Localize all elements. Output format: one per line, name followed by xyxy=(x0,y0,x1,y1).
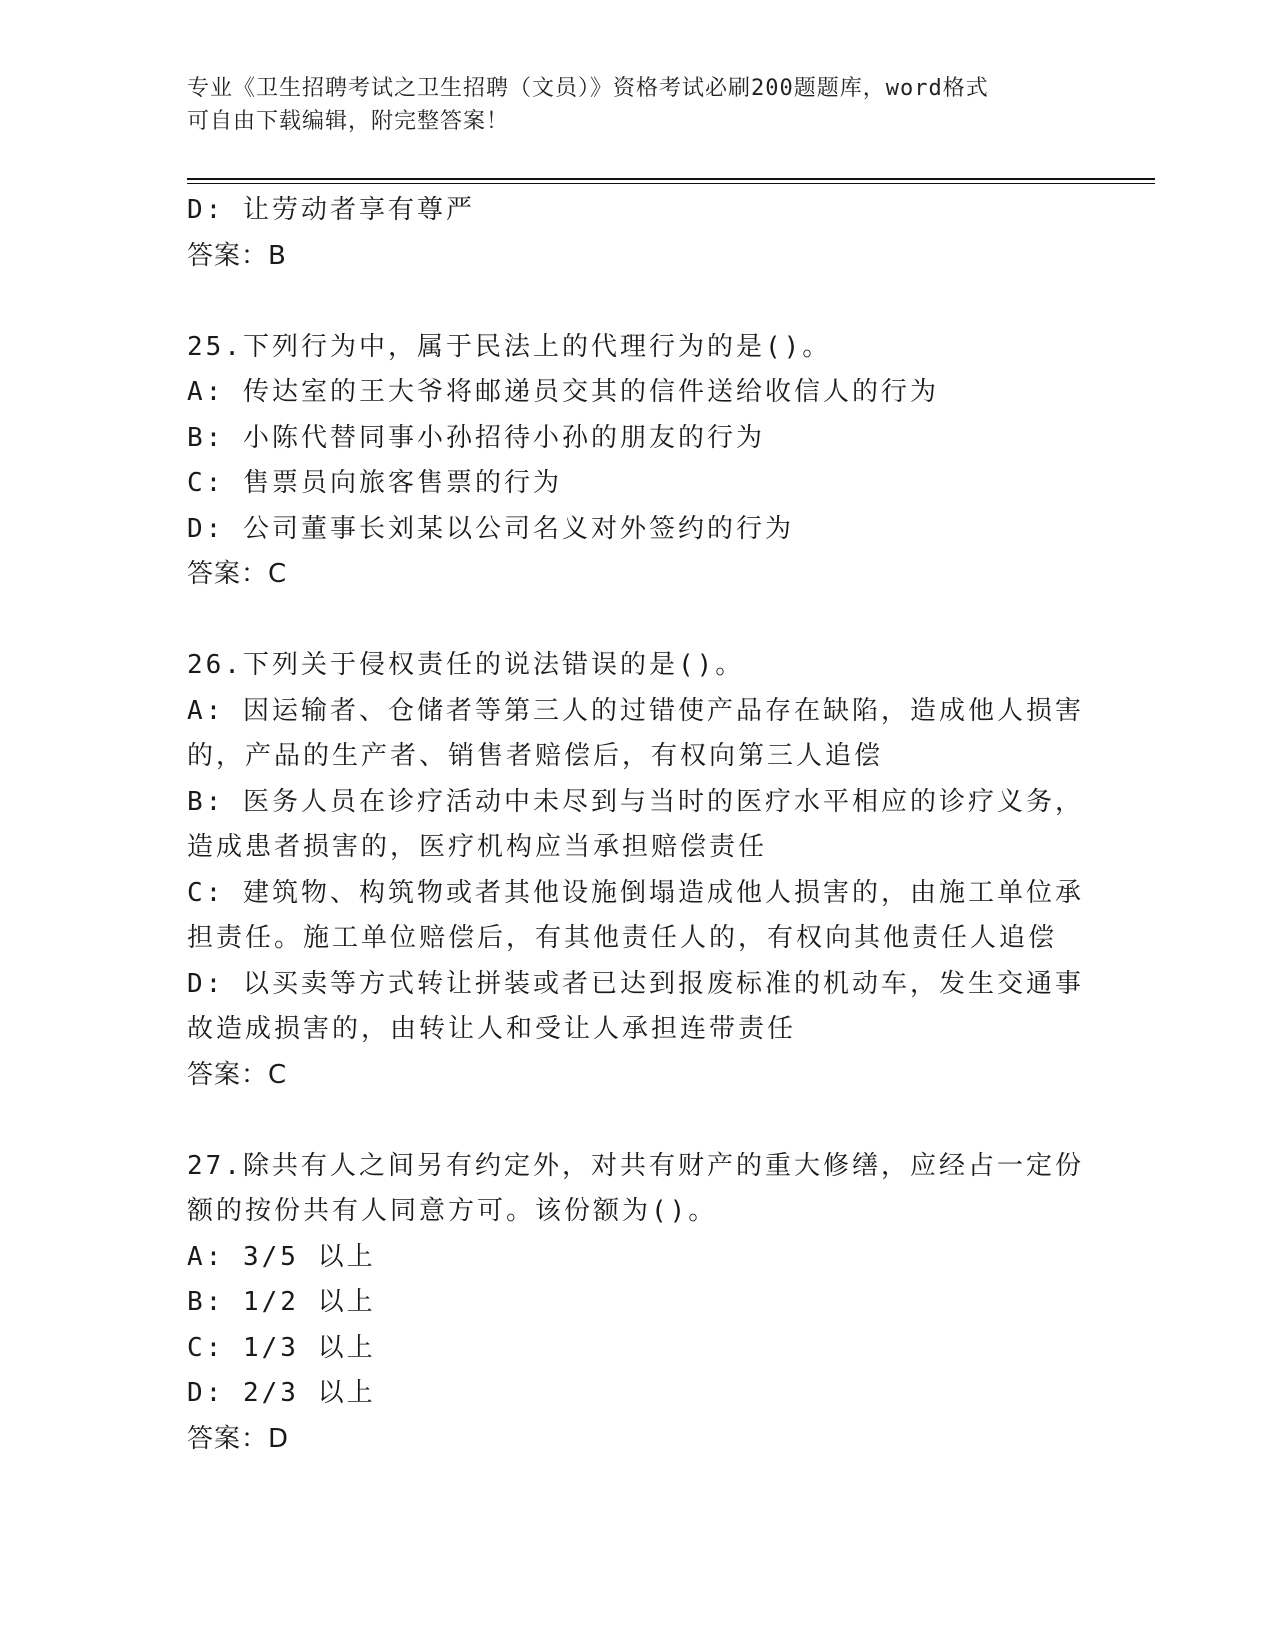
document-header xyxy=(187,72,1067,138)
option-a-continued: 的，产品的生产者、销售者赔偿后，有权向第三人追偿 xyxy=(187,741,884,771)
answer-line: 答案：B xyxy=(187,240,287,271)
carryover-block xyxy=(187,188,1087,279)
option-d: D: 让劳动者享有尊严 xyxy=(187,195,475,225)
spacer xyxy=(187,279,1087,325)
question-stem: 26.下列关于侵权责任的说法错误的是()。 xyxy=(187,650,745,680)
question-stem: 25.下列行为中，属于民法上的代理行为的是()。 xyxy=(187,331,832,362)
option-c: C: 售票员向旅客售票的行为 xyxy=(187,468,562,498)
question-26 xyxy=(187,643,1087,1098)
option-a: A: 因运输者、仓储者等第三人的过错使产品存在缺陷，造成他人损害 xyxy=(187,695,1084,726)
question-stem-continued: 额的按份共有人同意方可。该份额为()。 xyxy=(187,1196,718,1226)
question-list xyxy=(187,188,1087,1462)
option-b-continued: 造成患者损害的，医疗机构应当承担赔偿责任 xyxy=(187,832,768,862)
option-b: B: 1/2 以上 xyxy=(187,1287,376,1317)
option-c: C: 1/3 以上 xyxy=(187,1332,376,1363)
question-25 xyxy=(187,325,1087,598)
question-27 xyxy=(187,1144,1087,1463)
option-d-continued: 故造成损害的，由转让人和受让人承担连带责任 xyxy=(187,1014,797,1044)
spacer xyxy=(187,598,1087,644)
question-stem: 27.除共有人之间另有约定外，对共有财产的重大修缮，应经占一定份 xyxy=(187,1150,1084,1181)
option-d: D: 公司董事长刘某以公司名义对外签约的行为 xyxy=(187,513,794,544)
option-c: C: 建筑物、构筑物或者其他设施倒塌造成他人损害的，由施工单位承 xyxy=(187,877,1084,908)
option-c-continued: 担责任。施工单位赔偿后，有其他责任人的，有权向其他责任人追偿 xyxy=(187,923,1058,953)
option-b: B: 医务人员在诊疗活动中未尽到与当时的医疗水平相应的诊疗义务， xyxy=(187,786,1084,817)
answer-line: 答案：D xyxy=(187,1423,290,1454)
spacer xyxy=(187,1098,1087,1144)
option-a: A: 3/5 以上 xyxy=(187,1241,376,1272)
option-b: B: 小陈代替同事小孙招待小孙的朋友的行为 xyxy=(187,422,765,453)
header-divider-thick xyxy=(187,178,1155,180)
option-d: D: 2/3 以上 xyxy=(187,1378,376,1408)
header-line-1: 专业《卫生招聘考试之卫生招聘（文员）》资格考试必刷200题题库，word格式 xyxy=(187,76,989,101)
header-line-2: 可自由下载编辑，附完整答案！ xyxy=(187,109,510,134)
option-d: D: 以买卖等方式转让拼装或者已达到报废标准的机动车，发生交通事 xyxy=(187,968,1084,999)
option-a: A: 传达室的王大爷将邮递员交其的信件送给收信人的行为 xyxy=(187,377,939,407)
answer-line: 答案：C xyxy=(187,1059,288,1090)
header-divider-thin xyxy=(187,183,1155,184)
answer-line: 答案：C xyxy=(187,559,288,589)
